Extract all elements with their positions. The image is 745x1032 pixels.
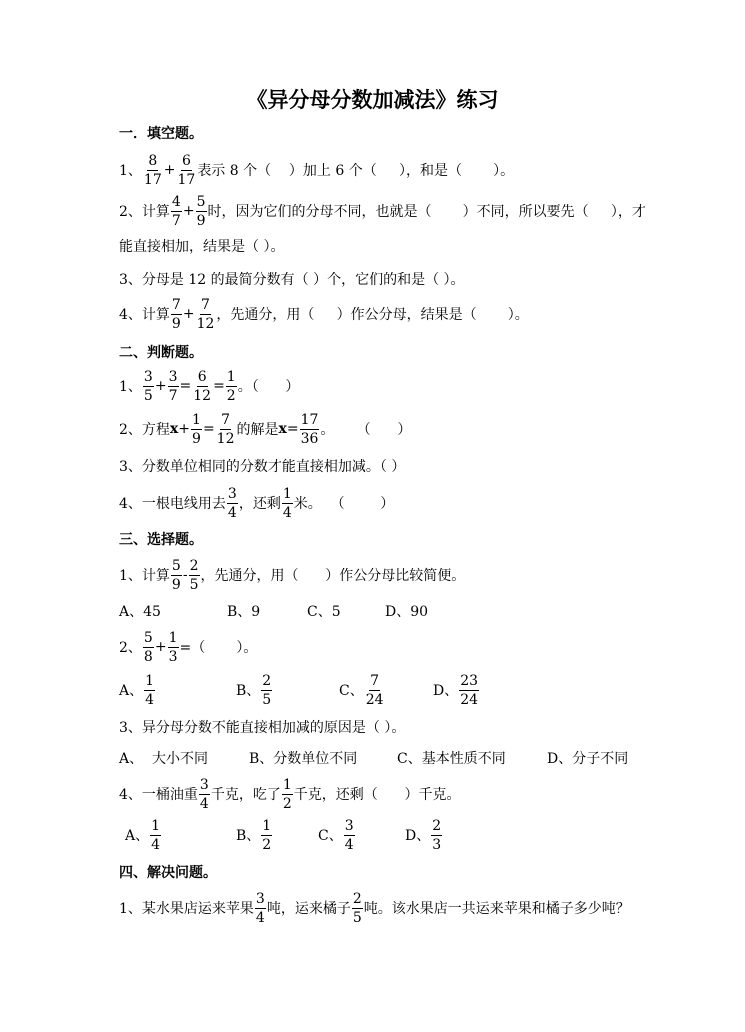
fraction: $\frac{1}{3}$	[168, 629, 178, 665]
section-heading-fill-blank: 一．填空题。	[119, 126, 203, 142]
q-text: 1、计算	[119, 568, 170, 584]
question-3-3-options	[119, 738, 679, 778]
option-a: A、45	[119, 604, 161, 620]
question-2-4	[119, 483, 394, 523]
fraction: $\frac{7}{12}$	[216, 411, 235, 447]
question-1-2	[119, 191, 646, 231]
question-3-1	[119, 555, 465, 595]
fraction: $\frac{3}{7}$	[168, 368, 178, 404]
question-3-2	[119, 627, 257, 667]
option-d: D、 $\frac{23}{24}$	[433, 672, 479, 708]
fraction: $\frac{3}{4}$	[255, 890, 265, 926]
page-title: 《异分母分数加减法》练习	[246, 87, 499, 112]
option-a: A、 $\frac{1}{4}$	[125, 817, 161, 853]
option-d: D、90	[385, 604, 429, 620]
q-text: ，先通分，用（ ）作公分母比较简便。	[200, 568, 466, 584]
question-2-2	[119, 409, 411, 449]
q-text: 米。 （ ）	[293, 496, 395, 512]
option-c: C、基本性质不同	[397, 751, 506, 767]
q-text: 吨，运来橘子	[266, 901, 351, 917]
q-text: 2、计算	[119, 204, 170, 220]
plus-sign: +	[182, 203, 195, 219]
q-text: 1、	[119, 163, 142, 179]
question-1-4	[119, 294, 529, 334]
q-text: ，还剩	[238, 496, 281, 512]
q-text: 千克，还剩（ ）千克。	[293, 787, 461, 803]
question-1-1	[119, 150, 514, 190]
fraction: $\frac{5}{8}$	[143, 629, 153, 665]
q-text: 。 （ ）	[320, 422, 412, 438]
fraction: $\frac{7}{12}$	[196, 296, 215, 332]
section-heading-word-problems: 四、解决问题。	[119, 865, 217, 881]
fraction: $\frac{5}{9}$	[196, 193, 206, 229]
fraction: $\frac{4}{7}$	[171, 193, 181, 229]
option-d: D、分子不同	[547, 751, 629, 767]
q-text: 吨。该水果店一共运来苹果和橘子多少吨？	[363, 901, 630, 917]
q-text: 4、一根电线用去	[119, 496, 226, 512]
q-text: 时，因为它们的分母不同，也就是（ ）不同，所以要先（ ），才	[207, 204, 646, 220]
fraction: $\frac{1}{2}$	[226, 368, 236, 404]
q-text: 1、	[119, 379, 142, 395]
fraction: $\frac{1}{4}$	[282, 485, 292, 521]
variable-x: x	[169, 421, 179, 437]
plus-sign: +	[182, 306, 195, 322]
plus-sign: +	[154, 639, 167, 655]
option-b: B、分数单位不同	[249, 751, 358, 767]
question-3-4	[119, 774, 460, 814]
option-c: C、 $\frac{3}{4}$	[318, 817, 354, 853]
question-3-4-options	[119, 815, 519, 855]
question-3-3: 3、异分母分数不能直接相加减的原因是（ ）。	[119, 720, 406, 736]
q-text: 4、一桶油重	[119, 787, 198, 803]
q-text: 4、计算	[119, 307, 170, 323]
plus-sign: +	[178, 421, 191, 437]
fraction: $\frac{17}{36}$	[300, 411, 319, 447]
equals-sign: =	[202, 421, 215, 437]
q-text: 2、	[119, 640, 142, 656]
fraction: $\frac{7}{9}$	[171, 296, 181, 332]
fraction: $\frac{3}{4}$	[199, 776, 209, 812]
q-text: 的解是	[236, 422, 279, 438]
option-c: C、 $\frac{7}{24}$	[339, 672, 384, 708]
question-4-1	[119, 888, 630, 928]
section-heading-true-false: 二、判断题。	[119, 345, 203, 361]
question-1-3: 3、分母是 12 的最简分数有（ ）个，它们的和是（ ）。	[119, 272, 465, 288]
option-a: A、 $\frac{1}{4}$	[119, 672, 155, 708]
fraction: $\frac{1}{2}$	[282, 776, 292, 812]
q-text: =（ ）。	[179, 640, 258, 656]
fraction: $\frac{2}{5}$	[189, 557, 199, 593]
question-2-1	[119, 366, 299, 406]
plus-sign: +	[154, 378, 167, 394]
equals-sign: =	[286, 421, 299, 437]
variable-x: x	[278, 421, 287, 437]
fraction: $\frac{6}{17}$	[177, 152, 196, 188]
equals-sign: =	[179, 378, 192, 394]
q-text: ，先通分，用（ ）作公分母，结果是（ ）。	[216, 307, 529, 323]
option-b: B、 $\frac{1}{2}$	[236, 817, 272, 853]
option-a: A、 大小不同	[119, 751, 209, 767]
q-text: 千克，吃了	[210, 787, 281, 803]
question-1-2-continued: 能直接相加，结果是（ ）。	[119, 239, 285, 255]
fraction: $\frac{3}{4}$	[227, 485, 237, 521]
question-3-1-options	[119, 591, 519, 631]
q-text: 2、方程	[119, 422, 170, 438]
fraction: $\frac{2}{5}$	[352, 890, 362, 926]
fraction: $\frac{3}{5}$	[143, 368, 153, 404]
fraction: $\frac{8}{17}$	[143, 152, 162, 188]
option-b: B、 $\frac{2}{5}$	[236, 672, 272, 708]
fraction: $\frac{6}{12}$	[193, 368, 212, 404]
q-text: 1、某水果店运来苹果	[119, 901, 254, 917]
option-c: C、5	[307, 604, 341, 620]
minus-sign: -	[182, 567, 188, 583]
section-heading-multiple-choice: 三、选择题。	[119, 532, 203, 548]
q-text: 表示 8 个（ ）加上 6 个（ ），和是（ ）。	[197, 163, 515, 179]
option-b: B、9	[227, 604, 261, 620]
q-text: 。（ ）	[237, 379, 300, 395]
question-2-3: 3、分数单位相同的分数才能直接相加减。（ ）	[119, 459, 406, 475]
fraction: $\frac{5}{9}$	[171, 557, 181, 593]
equals-sign: =	[213, 378, 225, 394]
plus-sign: +	[163, 162, 176, 178]
question-3-2-options	[119, 670, 519, 710]
fraction: $\frac{1}{9}$	[192, 411, 201, 447]
option-d: D、 $\frac{2}{3}$	[405, 817, 442, 853]
